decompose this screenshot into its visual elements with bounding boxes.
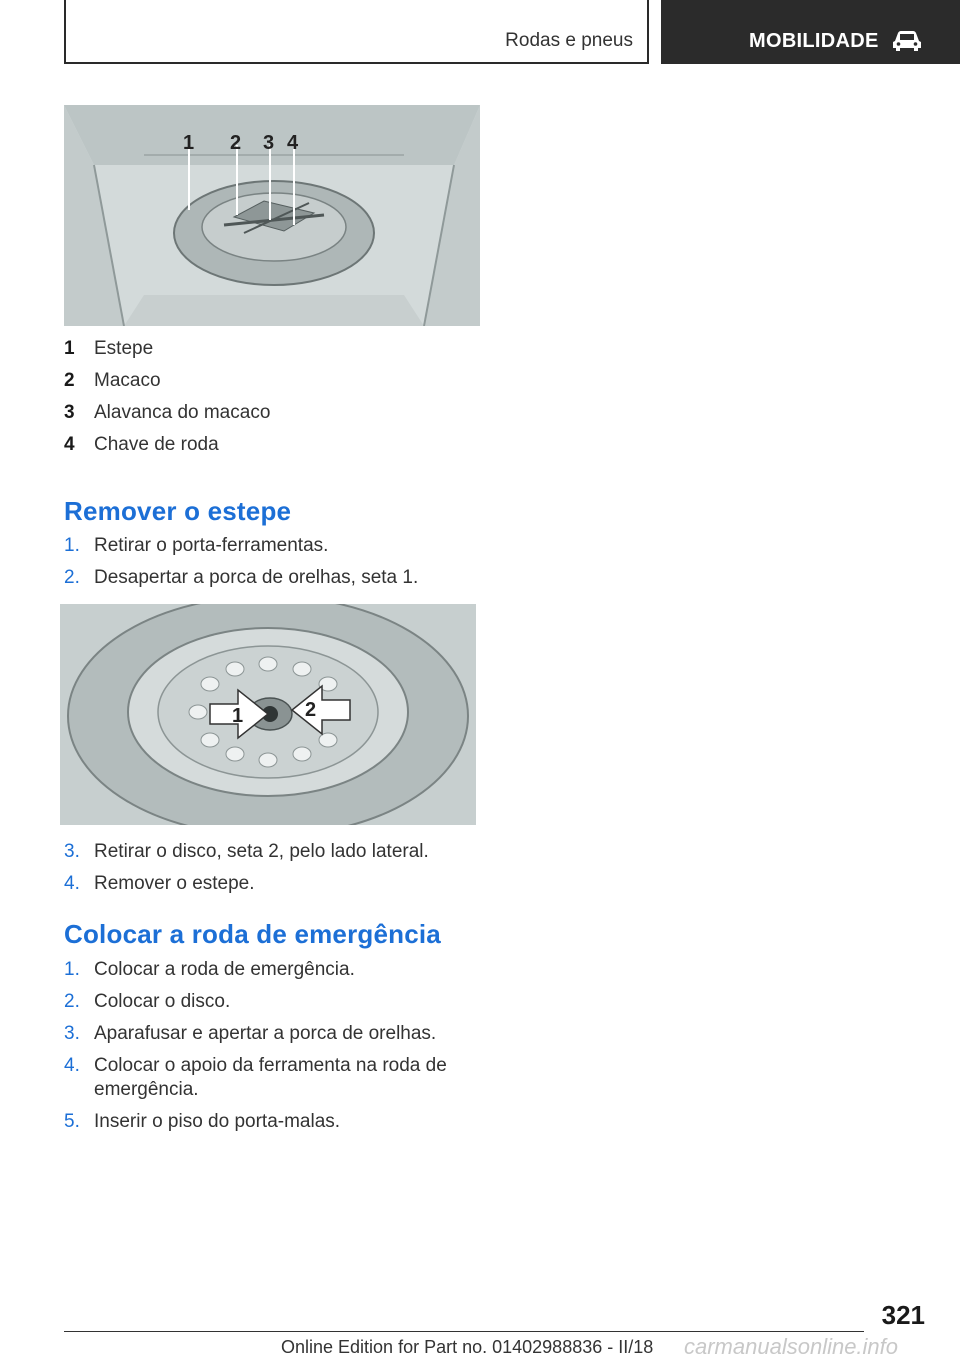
- list-item: [64, 872, 484, 896]
- list-item: [64, 534, 484, 558]
- step-text: Colocar o apoio da ferramenta na roda de emergência.: [94, 1055, 447, 1100]
- step-text: Inserir o piso do porta-malas.: [94, 1111, 341, 1132]
- section-heading-mount-emergency-wheel: Colocar a roda de emergência: [64, 919, 441, 949]
- list-item: [64, 840, 484, 864]
- legend-item: [64, 402, 484, 434]
- step-number: 3.: [64, 1023, 80, 1044]
- list-item: [64, 566, 484, 590]
- callout-4: 4: [287, 132, 299, 154]
- steps-list-remove-a: [64, 534, 484, 598]
- step-number: 4.: [64, 1055, 80, 1076]
- legend-number: 2: [64, 370, 75, 391]
- step-text: Desapertar a porca de orelhas, seta 1.: [94, 567, 419, 588]
- step-number: 3.: [64, 841, 80, 862]
- header-section-box: [64, 0, 649, 64]
- step-text: Remover o estepe.: [94, 873, 255, 894]
- legend-text: Estepe: [94, 338, 154, 359]
- watermark: carmanualsonline.info: [684, 1334, 899, 1359]
- legend-number: 4: [64, 434, 75, 455]
- steps-list-mount: [64, 958, 484, 1142]
- legend-text: Alavanca do macaco: [94, 402, 271, 423]
- step-number: 1.: [64, 959, 80, 980]
- list-item: [64, 1054, 484, 1102]
- step-number: 1.: [64, 535, 80, 556]
- legend-number: 3: [64, 402, 75, 423]
- list-item: [64, 990, 484, 1014]
- step-text: Colocar o disco.: [94, 991, 231, 1012]
- step-text: Colocar a roda de emergência.: [94, 959, 355, 980]
- figure-legend: [64, 338, 484, 466]
- legend-text: Macaco: [94, 370, 161, 391]
- car-icon: [891, 28, 923, 52]
- arrow-callout-1: 1: [232, 705, 244, 727]
- callout-1: 1: [183, 132, 195, 154]
- legend-item: [64, 434, 484, 466]
- list-item: [64, 1110, 484, 1134]
- arrow-callout-2: 2: [305, 699, 317, 721]
- step-text: Retirar o porta-ferramentas.: [94, 535, 329, 556]
- step-text: Aparafusar e apertar a porca de orelhas.: [94, 1023, 437, 1044]
- step-number: 4.: [64, 873, 80, 894]
- list-item: [64, 958, 484, 982]
- step-number: 2.: [64, 991, 80, 1012]
- callout-2: 2: [230, 132, 242, 154]
- legend-number: 1: [64, 338, 75, 359]
- spare-wheel-trunk-figure: [64, 105, 480, 326]
- page-number: 321: [881, 1300, 925, 1330]
- list-item: [64, 1022, 484, 1046]
- section-heading-remove-spare: Remover o estepe: [64, 496, 292, 526]
- footer-divider: [64, 1331, 864, 1332]
- step-text: Retirar o disco, seta 2, pelo lado lateral.: [94, 841, 429, 862]
- wheel-nut-figure: [60, 604, 476, 825]
- edition-note: Online Edition for Part no. 01402988836 - II/18: [281, 1337, 654, 1357]
- legend-item: [64, 338, 484, 370]
- chapter-title: MOBILIDADE: [749, 30, 879, 52]
- steps-list-remove-b: [64, 840, 484, 904]
- legend-text: Chave de roda: [94, 434, 219, 455]
- callout-3: 3: [263, 132, 275, 154]
- header-chapter-box: [661, 0, 960, 64]
- section-title: Rodas e pneus: [505, 30, 633, 51]
- legend-item: [64, 370, 484, 402]
- step-number: 5.: [64, 1111, 80, 1132]
- step-number: 2.: [64, 567, 80, 588]
